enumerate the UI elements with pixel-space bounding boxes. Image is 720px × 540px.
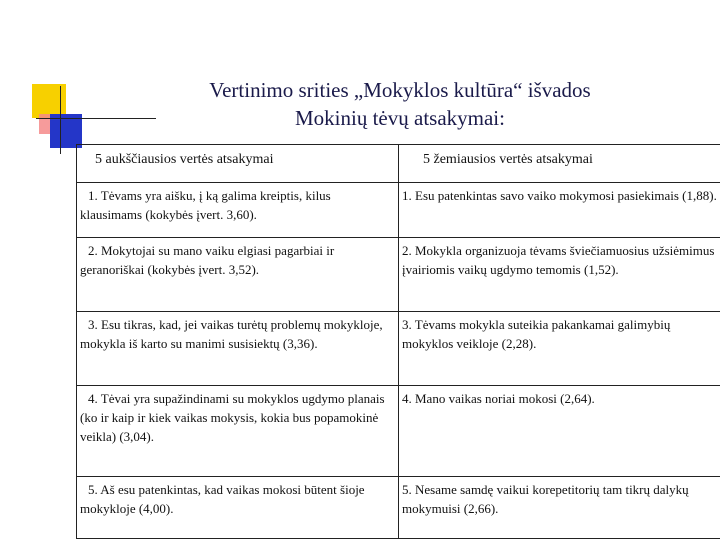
- decor-blue-square: [50, 114, 82, 148]
- table-header-row: [77, 145, 720, 183]
- title-line-1: Vertinimo srities „Mokyklos kultūra“ išvados: [209, 78, 591, 102]
- lowest-answer-3: 3. Tėvams mokykla suteikia pakankamai galimybių mokyklos veikloje (2,28).: [399, 312, 720, 386]
- title-line-2: Mokinių tėvų atsakymai:: [295, 106, 505, 130]
- highest-answer-3: 3. Esu tikras, kad, jei vaikas turėtų problemų mokykloje, mokykla iš karto su manimi susisiektų (3,36).: [77, 312, 399, 386]
- header-highest-values: 5 aukščiausios vertės atsakymai: [77, 145, 399, 183]
- table-row: [77, 477, 720, 539]
- slide-title: [120, 76, 680, 132]
- lowest-answer-2: 2. Mokykla organizuoja tėvams šviečiamuosius užsiėmimus įvairiomis vaikų ugdymo temomis (1,52).: [399, 238, 720, 312]
- highest-answer-2: 2. Mokytojai su mano vaiku elgiasi pagarbiai ir geranoriškai (kokybės įvert. 3,52).: [77, 238, 399, 312]
- highest-answer-1: 1. Tėvams yra aišku, į ką galima kreiptis, kilus klausimams (kokybės įvert. 3,60).: [77, 183, 399, 238]
- lowest-answer-4: 4. Mano vaikas noriai mokosi (2,64).: [399, 386, 720, 477]
- table-row: [77, 238, 720, 312]
- lowest-answer-1: 1. Esu patenkintas savo vaiko mokymosi pasiekimais (1,88).: [399, 183, 720, 238]
- table-row: [77, 183, 720, 238]
- lowest-answer-5: 5. Nesame samdę vaikui korepetitorių tam tikrų dalykų mokymuisi (2,66).: [399, 477, 720, 539]
- results-table: [76, 144, 720, 539]
- highest-answer-5: 5. Aš esu patenkintas, kad vaikas mokosi būtent šioje mokykloje (4,00).: [77, 477, 399, 539]
- highest-answer-4: 4. Tėvai yra supažindinami su mokyklos ugdymo planais (ko ir kaip ir kiek vaikas mokysis, kokia bus popamokinė veikla) (3,04).: [77, 386, 399, 477]
- table-row: [77, 386, 720, 477]
- header-lowest-values: 5 žemiausios vertės atsakymai: [399, 145, 720, 183]
- decor-vertical-line: [60, 86, 61, 154]
- table-row: [77, 312, 720, 386]
